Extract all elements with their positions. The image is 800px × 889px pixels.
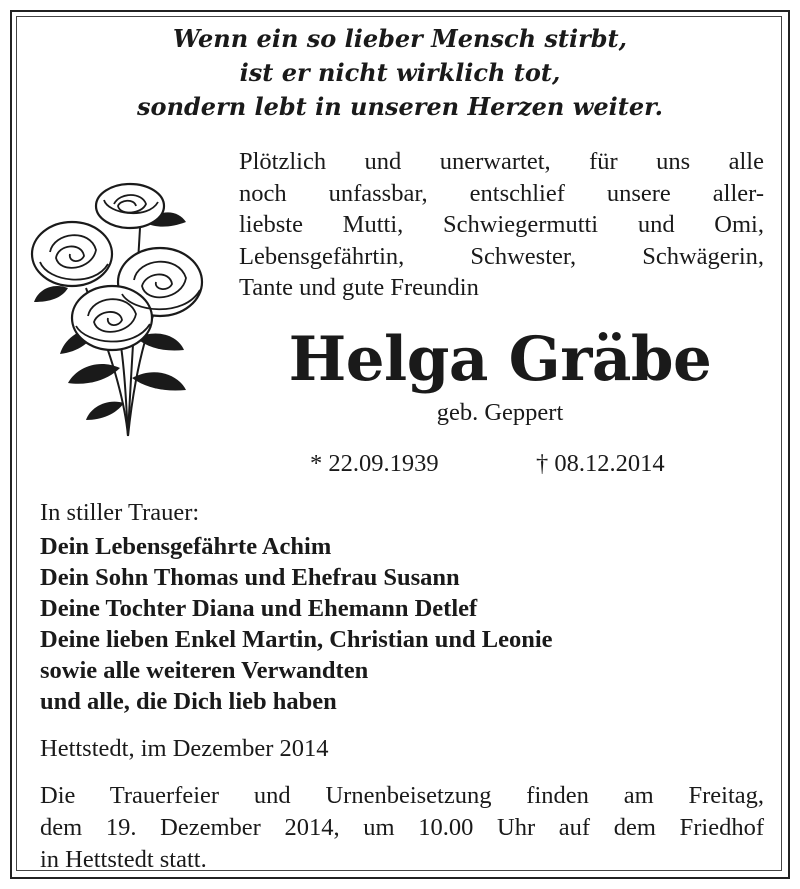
place-and-date: Hettstedt, im Dezember 2014 [40, 735, 329, 762]
ceremony-line: in Hettstedt statt. [40, 846, 207, 873]
deceased-name: Helga Gräbe [288, 324, 712, 395]
announcement-line: Plötzlich und unerwartet, für uns alle [239, 148, 764, 175]
announcement-line: Tante und gute Freundin [239, 274, 479, 301]
mourner-line: Dein Lebensgefährte Achim [40, 533, 332, 560]
ceremony-info [40, 780, 764, 876]
mourner-line: Dein Sohn Thomas und Ehefrau Susann [40, 564, 460, 591]
announcement-text [239, 146, 764, 304]
mourner-line: Deine lieben Enkel Martin, Christian und Leonie [40, 626, 553, 653]
birth-date: * 22.09.1939 [310, 450, 439, 477]
motto [0, 22, 800, 124]
announcement-line: noch unfassbar, entschlief unsere aller- [239, 179, 764, 207]
mourners-list [40, 531, 553, 717]
mourner-line: sowie alle weiteren Verwandten [40, 657, 369, 684]
ceremony-line: Die Trauerfeier und Urnenbeisetzung finden am Freitag, [40, 782, 764, 809]
death-date: † 08.12.2014 [536, 450, 665, 477]
birth-name: geb. Geppert [436, 399, 564, 426]
ceremony-line: dem 19. Dezember 2014, um 10.00 Uhr auf dem Friedhof [40, 814, 764, 841]
mourner-line: und alle, die Dich lieb haben [40, 688, 337, 715]
mourning-intro: In stiller Trauer: [40, 499, 200, 526]
motto-line: sondern lebt in unseren Herzen weiter. [137, 92, 663, 121]
announcement-line: liebste Mutti, Schwiegermutti und Omi, [239, 211, 764, 238]
roses-illustration [28, 178, 210, 440]
announcement-line: Lebensgefährtin, Schwester, Schwägerin, [239, 242, 764, 270]
motto-line: Wenn ein so lieber Mensch stirbt, [173, 24, 627, 53]
mourner-line: Deine Tochter Diana und Ehemann Detlef [40, 595, 478, 622]
motto-line: ist er nicht wirklich tot, [239, 58, 561, 87]
